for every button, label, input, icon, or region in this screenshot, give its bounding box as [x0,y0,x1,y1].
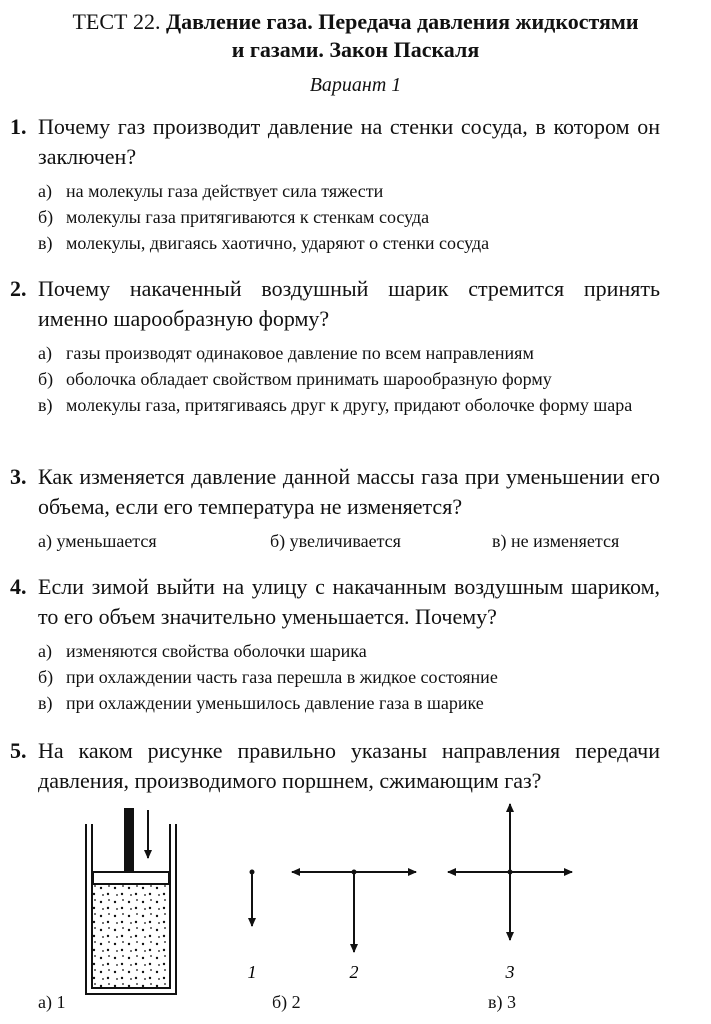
question-number: 5. [10,738,27,763]
question-number: 4. [10,574,27,599]
question-1 [10,112,660,256]
diagram-2 [292,870,416,953]
option-letter: б) [38,667,54,687]
option-c[interactable] [38,690,660,716]
option-b[interactable] [38,664,660,690]
options-list [38,340,660,418]
option-text: молекулы, двигаясь хаотично, ударяют о стенки сосуда [66,233,490,253]
option-letter: б) [272,992,288,1012]
figure-label-3: 3 [505,962,515,982]
option-letter: а) [38,343,52,363]
option-letter: в) [492,531,507,551]
diagram-1 [250,870,255,927]
option-letter: в) [38,395,53,415]
option-c[interactable] [38,392,660,418]
options-list [38,638,660,716]
option-letter: в) [38,233,53,253]
option-letter: в) [38,693,53,713]
question-text: Почему газ производит давление на стенки сосуда, в котором он заключен? [38,114,660,169]
question-2 [10,274,660,418]
title-line-1: Давление газа. Передача давления жидкостями [165,9,639,34]
option-letter: а) [38,641,52,661]
question-text: Почему накаченный воздушный шарик стремится принять именно шарообразную форму? [38,276,660,331]
option-text: молекулы газа, притягиваясь друг к другу, придают оболочке форму шара [66,395,633,415]
option-a[interactable] [38,178,660,204]
variant-label: Вариант 1 [309,74,402,96]
option-a[interactable] [38,638,660,664]
question-5-figure [0,800,711,1024]
option-letter: б) [38,207,54,227]
q5-option-b[interactable] [272,992,301,1013]
option-text: не изменяется [511,531,620,551]
option-letter: а) [38,531,52,551]
option-b[interactable] [38,366,660,392]
diagram-3 [448,804,572,940]
option-text: изменяются свойства оболочки шарика [66,641,367,661]
question-number: 2. [10,276,27,301]
option-text: оболочка обладает свойством принимать шарообразную форму [66,369,552,389]
question-text: На каком рисунке правильно указаны направления передачи давления, производимого поршнем, сжимающим газ? [38,738,660,793]
question-4 [10,572,660,716]
option-letter: а) [38,992,52,1012]
gas-region [93,882,169,988]
options-row [38,528,660,554]
test-title [0,8,711,64]
test-label: ТЕСТ 22. [72,9,161,34]
piston [93,872,169,884]
option-text: 3 [507,992,516,1012]
option-text: 1 [56,992,66,1012]
option-text: молекулы газа притягиваются к стенкам сосуда [66,207,430,227]
piston-rod [124,808,134,872]
option-text: на молекулы газа действует сила тяжести [66,181,384,201]
option-letter: б) [270,531,286,551]
option-text: газы производят одинаковое давление по всем направлениям [66,343,534,363]
option-text: при охлаждении уменьшилось давление газа в шарике [66,693,484,713]
question-text: Как изменяется давление данной массы газа при уменьшении его объема, если его температура не изменяется? [38,464,660,519]
option-c[interactable] [38,230,660,256]
option-letter: б) [38,369,54,389]
option-letter: а) [38,181,52,201]
title-line-2: и газами. Закон Паскаля [231,37,480,62]
q5-option-c[interactable] [488,992,516,1013]
options-list [38,178,660,256]
option-letter: в) [488,992,503,1012]
option-text: уменьшается [56,531,157,551]
option-text: увеличивается [289,531,401,551]
question-number: 3. [10,464,27,489]
question-text: Если зимой выйти на улицу с накачанным воздушным шариком, то его объем значительно уменьшается. Почему? [38,574,660,629]
option-b[interactable] [270,528,401,554]
q5-option-a[interactable] [38,992,65,1013]
question-number: 1. [10,114,27,139]
option-text: 2 [291,992,301,1012]
option-text: при охлаждении часть газа перешла в жидкое состояние [66,667,498,687]
option-b[interactable] [38,204,660,230]
question-5 [10,736,660,796]
option-c[interactable] [492,528,619,554]
figure-label-2: 2 [349,962,359,982]
option-a[interactable] [38,528,157,554]
option-a[interactable] [38,340,660,366]
piston-cylinder [86,808,176,994]
figure-label-1: 1 [247,962,257,982]
question-3 [10,462,660,554]
